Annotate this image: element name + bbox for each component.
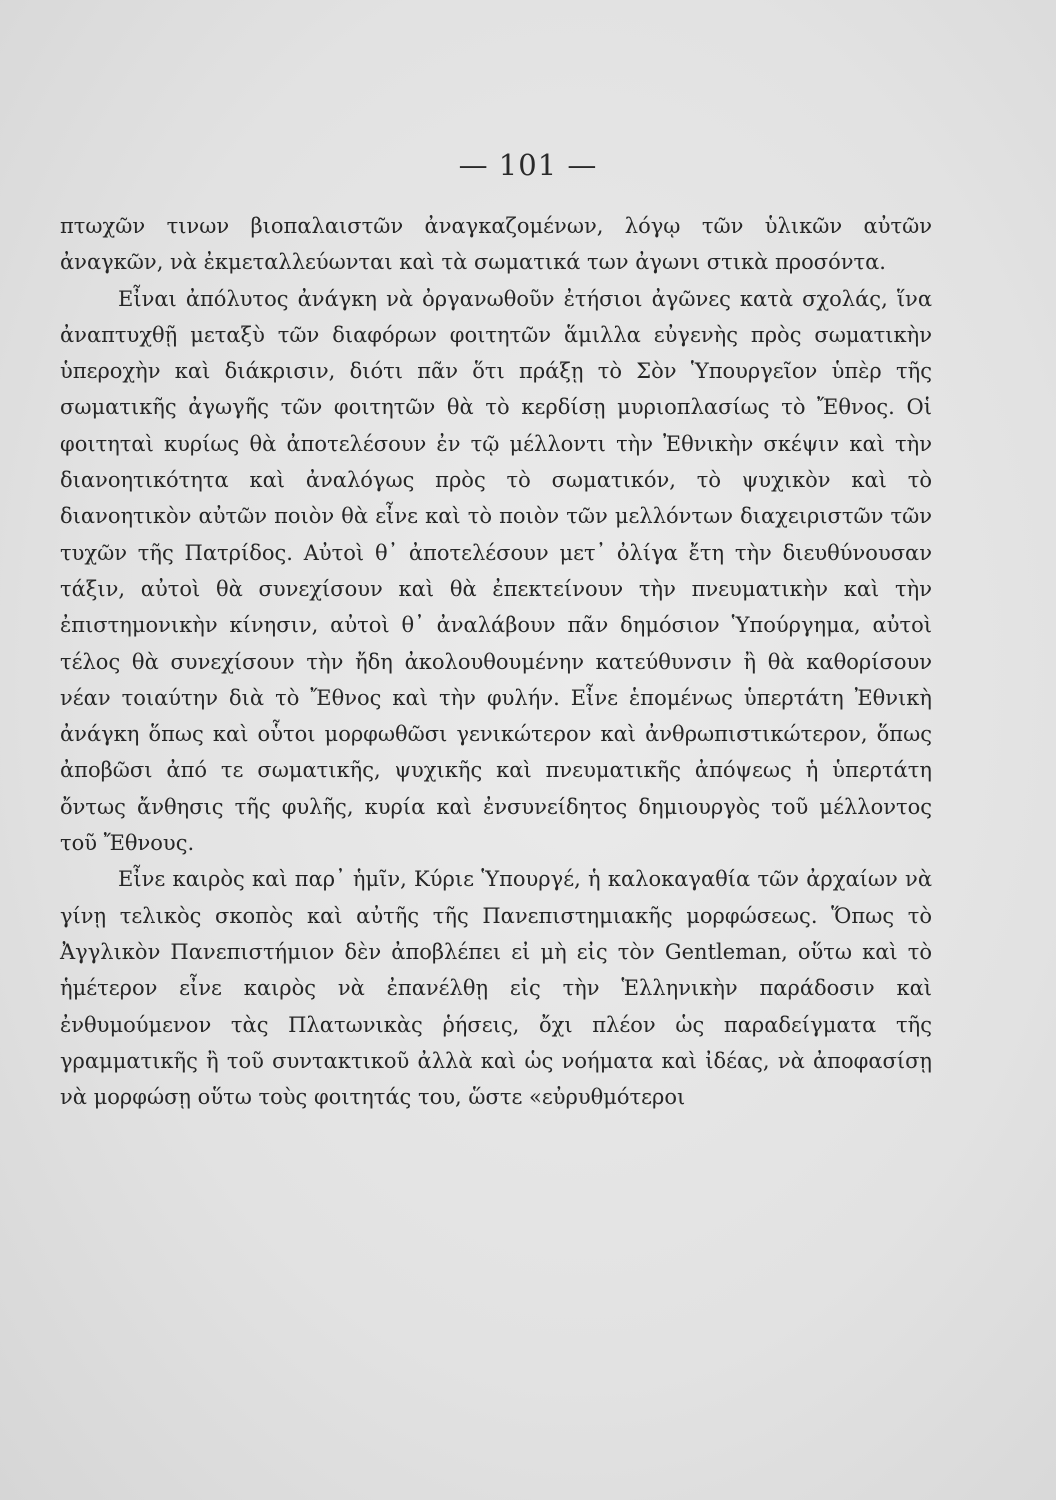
paragraph: Εἶνε καιρὸς καὶ παρ᾽ ἡμῖν, Κύριε Ὑπουργέ, ἡ καλοκαγαθία τῶν ἀρχαίων νὰ γίνῃ τελικὸς σκοπὸς καὶ αὐτῆς τῆς Πανεπιστημιακῆς μορφώσεως. Ὅπως τὸ Ἀγγλικὸν Πανεπιστήμιον δὲν ἀποβλέπει εἰ μὴ εἰς τὸν Gentleman, οὕτω καὶ τὸ ἡμέτερον εἶνε καιρὸς νὰ ἐπανέλθῃ εἰς τὴν Ἑλληνικὴν παράδοσιν καὶ ἐνθυμούμενον τὰς Πλατωνικὰς ῥήσεις, ὄχι πλέον ὡς παραδείγματα τῆς γραμματικῆς ἢ τοῦ συντακτικοῦ ἀλλὰ καὶ ὡς νοήματα καὶ ἰδέας, νὰ ἀποφασίσῃ νὰ μορφώσῃ οὕτω τοὺς φοιτητάς του, ὥστε «εὐρυθμότεροι [60, 867, 932, 1110]
body-text [60, 208, 932, 1115]
paragraph: Εἶναι ἀπόλυτος ἀνάγκη νὰ ὀργανωθοῦν ἐτήσιοι ἀγῶνες κατὰ σχολάς, ἵνα ἀναπτυχθῇ μεταξὺ τῶν διαφόρων φοιτητῶν ἅμιλλα εὐγενὴς πρὸς σωματικὴν ὑπεροχὴν καὶ διάκρισιν, διότι πᾶν ὅτι πράξῃ τὸ Σὸν Ὑπουργεῖον ὑπὲρ τῆς σωματικῆς ἀγωγῆς τῶν φοιτητῶν θὰ τὸ κερδίσῃ μυριοπλασίως τὸ Ἔθνος. Οἱ φοιτηταὶ κυρίως θὰ ἀποτελέσουν ἐν τῷ μέλλοντι τὴν Ἐθνικὴν σκέψιν καὶ τὴν διανοητικότητα καὶ ἀναλόγως πρὸς τὸ σωματικόν, τὸ ψυχικὸν καὶ τὸ διανοητικὸν αὐτῶν ποιὸν θὰ εἶνε καὶ τὸ ποιὸν τῶν μελλόντων διαχειριστῶν τῶν τυχῶν τῆς Πατρίδος. Αὐτοὶ θ᾽ ἀποτελέσουν μετ᾽ ὀλίγα ἔτη τὴν διευθύνουσαν τάξιν, αὐτοὶ θὰ συνεχίσουν καὶ θὰ ἐπεκτείνουν τὴν πνευματικὴν καὶ τὴν ἐπιστημονικὴν κίνησιν, αὐτοὶ θ᾽ ἀναλάβουν πᾶν δημόσιον Ὑπούργημα, αὐτοὶ τέλος θὰ συνεχίσουν τὴν ἤδη ἀκολουθουμένην κατεύθυνσιν ἢ θὰ καθορίσουν νέαν τοιαύτην διὰ τὸ Ἔθνος καὶ τὴν φυλήν. Εἶνε ἑπομένως ὑπερτάτη Ἐθνικὴ ἀνάγκη ὅπως καὶ οὗτοι μορφωθῶσι γενικώτερον καὶ ἀνθρωπιστικώτερον, ὅπως ἀποβῶσι ἀπό τε σωματικῆς, ψυχικῆς καὶ πνευματικῆς ἀπόψεως ἡ ὑπερτάτη ὄντως ἄνθησις τῆς φυλῆς, κυρία καὶ ἐνσυνείδητος δημιουργὸς τοῦ μέλλοντος τοῦ Ἔθνους. [60, 286, 932, 856]
paragraph-continuation: πτωχῶν τινων βιοπαλαιστῶν ἀναγκαζομένων, λόγῳ τῶν ὑλικῶν αὐτῶν ἀναγκῶν, νὰ ἐκμεταλλεύωνται καὶ τὰ σωματικά των ἀγωνι στικὰ προσόντα. [60, 214, 932, 275]
page-number: — 101 — [458, 148, 598, 182]
